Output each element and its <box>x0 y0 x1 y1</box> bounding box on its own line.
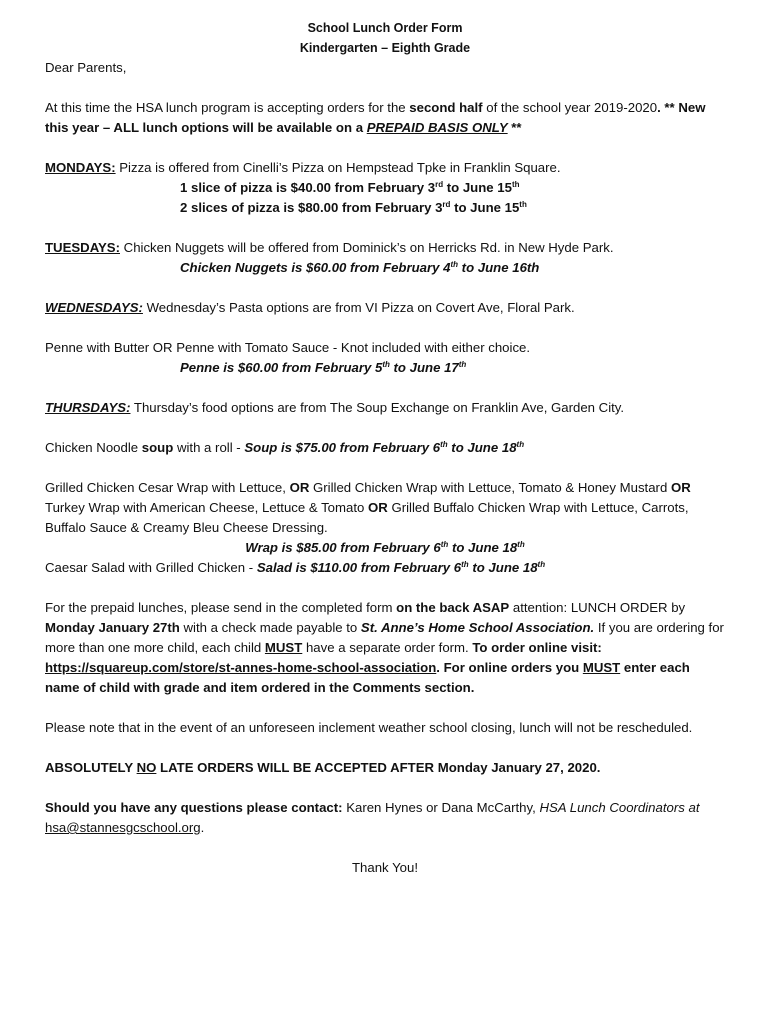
instructions-paragraph: For the prepaid lunches, please send in the completed form on the back ASAP attention: LUNCH ORDER by Monday January 27th with a check made payable to St. Anne’s Home School Association. If you are ordering for more than one more child, each child MUST have a separate order form. To order online visit: https://squareup.com/store/st-annes-home-school-association. For online orders you MUST enter each name of child with grade and item ordered in the Comments section. <box>45 600 724 695</box>
form-subtitle: Kindergarten – Eighth Grade <box>299 41 471 55</box>
wrap-price: Wrap is $85.00 from February 6th to June 18th <box>245 540 525 555</box>
greeting: Dear Parents, <box>45 60 127 75</box>
lunch-order-form <box>45 18 725 878</box>
contact-email-link[interactable]: hsa@stannesgcschool.org <box>45 820 201 835</box>
closing: Thank You! <box>352 860 418 875</box>
wednesday-item: Penne with Butter OR Penne with Tomato Sauce - Knot included with either choice. <box>45 340 531 355</box>
late-orders-notice: ABSOLUTELY NO LATE ORDERS WILL BE ACCEPTED AFTER Monday January 27, 2020. <box>45 760 601 775</box>
wednesday-section: WEDNESDAYS: Wednesday’s Pasta options are from VI Pizza on Covert Ave, Floral Park. <box>45 300 575 315</box>
monday-price-1: 1 slice of pizza is $40.00 from February 3rd to June 15th <box>180 180 520 195</box>
weather-note: Please note that in the event of an unforeseen inclement weather school closing, lunch will not be rescheduled. <box>45 720 693 735</box>
monday-section: MONDAYS: Pizza is offered from Cinelli’s Pizza on Hempstead Tpke in Franklin Square. <box>45 160 561 175</box>
soup-line: Chicken Noodle soup with a roll - Soup is $75.00 from February 6th to June 18th <box>45 440 525 455</box>
salad-line: Caesar Salad with Grilled Chicken - Salad is $110.00 from February 6th to June 18th <box>45 560 546 575</box>
tuesday-heading: TUESDAYS: <box>45 240 120 255</box>
order-online-link[interactable]: https://squareup.com/store/st-annes-home-school-association <box>45 660 437 675</box>
wednesday-price: Penne is $60.00 from February 5th to June 17th <box>180 360 467 375</box>
monday-heading: MONDAYS: <box>45 160 116 175</box>
tuesday-price: Chicken Nuggets is $60.00 from February 4th to June 16th <box>180 260 540 275</box>
thursday-section: THURSDAYS: Thursday’s food options are from The Soup Exchange on Franklin Ave, Garden City. <box>45 400 625 415</box>
wraps-paragraph: Grilled Chicken Cesar Wrap with Lettuce, OR Grilled Chicken Wrap with Lettuce, Tomato & Honey Mustard OR Turkey Wrap with American Cheese, Lettuce & Tomato OR Grilled Buffalo Chicken Wrap with Lettuce, Carrots, Buffalo Sauce & Creamy Bleu Cheese Dressing. <box>45 480 691 535</box>
contact-paragraph: Should you have any questions please contact: Karen Hynes or Dana McCarthy, HSA Lunch Coordinators at hsa@stannesgcschool.org. <box>45 800 700 835</box>
monday-price-2: 2 slices of pizza is $80.00 from February 3rd to June 15th <box>180 200 527 215</box>
thursday-heading: THURSDAYS: <box>45 400 131 415</box>
wednesday-heading: WEDNESDAYS: <box>45 300 143 315</box>
form-title: School Lunch Order Form <box>307 21 463 35</box>
tuesday-section: TUESDAYS: Chicken Nuggets will be offered from Dominick’s on Herricks Rd. in New Hyde Park. <box>45 240 614 255</box>
intro-paragraph: At this time the HSA lunch program is accepting orders for the second half of the school year 2019-2020. ** New this year – ALL lunch options will be available on a PREPAID BASIS ONLY ** <box>45 100 706 135</box>
